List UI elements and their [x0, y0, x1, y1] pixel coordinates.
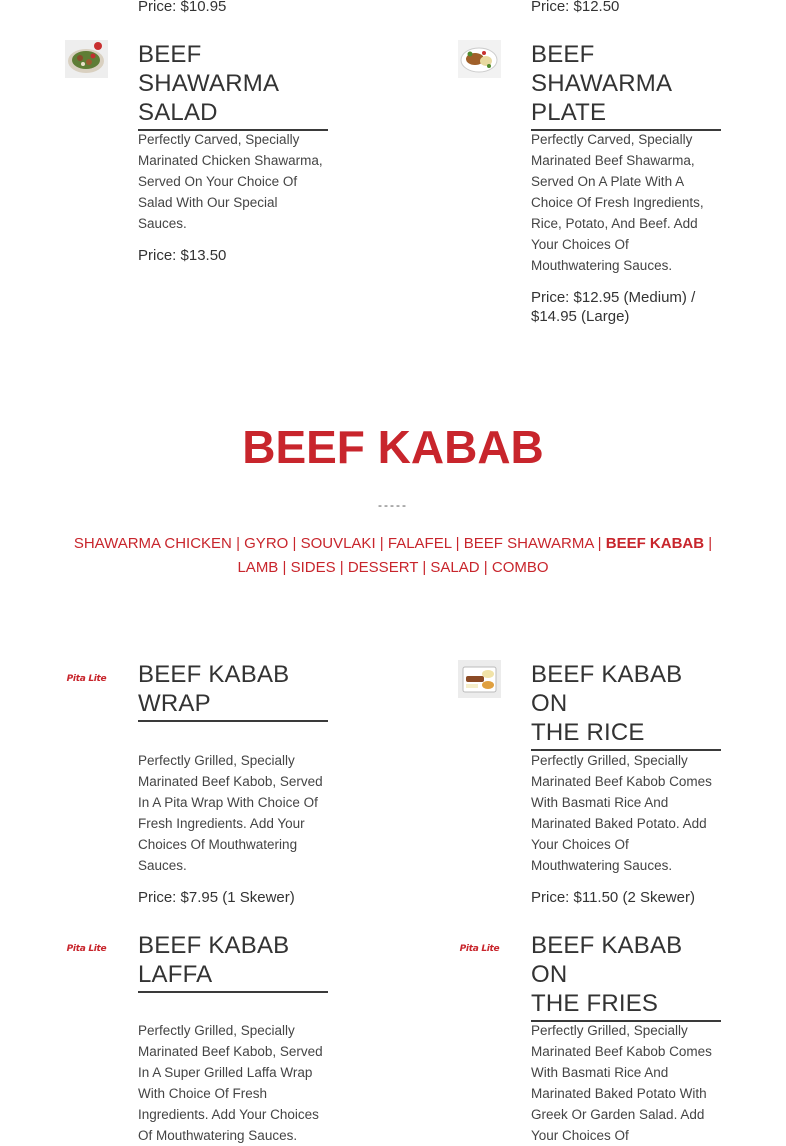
title-line: THE RICE: [531, 719, 645, 746]
plate-photo[interactable]: [458, 40, 501, 78]
nav-dessert[interactable]: DESSERT: [347, 559, 419, 576]
section-divider: -----: [378, 498, 408, 512]
nav-separator: |: [483, 559, 492, 576]
item-title-kabab-fries[interactable]: [531, 931, 721, 1022]
item-description: Perfectly Carved, Specially Marinated Beef Shawarma, Served On A Plate With A Choice Of Fresh Ingredients, Rice, Potato, And Beef. Add Your Choices Of Mouthwatering Sauces.: [531, 132, 704, 273]
rice-photo-icon: [458, 660, 501, 698]
item-description: Perfectly Grilled, Specially Marinated Beef Kabob, Served In A Pita Wrap With Choice Of Fresh Ingredients. Add Your Choices Of Mouthwatering Sauces.: [138, 753, 323, 873]
title-line: BEEF SHAWARMA: [531, 41, 673, 97]
nav-separator: |: [236, 535, 245, 552]
pitalite-logo-text: Pita Lite: [459, 944, 500, 954]
title-line: SALAD: [138, 99, 218, 126]
nav-salad[interactable]: SALAD: [430, 559, 480, 576]
item-title-kabab-laffa[interactable]: [138, 931, 328, 993]
rice-photo[interactable]: [458, 660, 501, 698]
nav-separator: |: [422, 559, 431, 576]
title-line: BEEF KABAB ON: [531, 932, 683, 988]
item-price: Price: $12.95 (Medium) / $14.95 (Large): [531, 289, 696, 325]
nav-beef-kabab[interactable]: BEEF KABAB: [605, 535, 705, 552]
pitalite-logo[interactable]: [65, 930, 108, 968]
title-line: BEEF KABAB: [138, 932, 290, 959]
price-prev-left: Price: $10.95: [138, 0, 227, 15]
item-title-shawarma-plate[interactable]: [531, 40, 721, 131]
item-price: Price: $13.50: [138, 247, 227, 264]
pitalite-logo[interactable]: [458, 930, 501, 968]
nav-separator: |: [708, 535, 713, 552]
pitalite-logo[interactable]: [65, 660, 108, 698]
salad-photo[interactable]: [65, 40, 108, 78]
nav-souvlaki[interactable]: SOUVLAKI: [300, 535, 376, 552]
item-description: Perfectly Grilled, Specially Marinated Beef Kabob, Served In A Super Grilled Laffa Wrap With Choice Of Fresh Ingredients. Add Your Choices Of Mouthwatering Sauces.: [138, 1023, 323, 1143]
plate-photo-icon: [458, 40, 501, 78]
item-price: Price: $7.95 (1 Skewer): [138, 889, 295, 906]
title-line: BEEF KABAB: [138, 661, 290, 688]
item-title-shawarma-salad[interactable]: [138, 40, 328, 131]
title-line: THE FRIES: [531, 990, 659, 1017]
salad-photo-icon: [65, 40, 108, 78]
nav-beef-shawarma[interactable]: BEEF SHAWARMA: [463, 535, 594, 552]
nav-sides[interactable]: SIDES: [290, 559, 336, 576]
item-description: Perfectly Grilled, Specially Marinated Beef Kabob Comes With Basmati Rice And Marinated Baked Potato With Greek Or Garden Salad. Add Your Choices Of: [531, 1023, 712, 1143]
nav-lamb[interactable]: LAMB: [237, 559, 279, 576]
nav-shawarma-chicken[interactable]: SHAWARMA CHICKEN: [73, 535, 232, 552]
item-description: Perfectly Carved, Specially Marinated Chicken Shawarma, Served On Your Choice Of Salad With Our Special Sauces.: [138, 132, 323, 231]
nav-gyro[interactable]: GYRO: [244, 535, 289, 552]
nav-separator: |: [292, 535, 301, 552]
nav-separator: |: [455, 535, 464, 552]
nav-separator: |: [379, 535, 388, 552]
item-title-kabab-wrap[interactable]: [138, 660, 328, 722]
nav-separator: |: [282, 559, 291, 576]
title-line: LAFFA: [138, 961, 213, 988]
nav-separator: |: [597, 535, 606, 552]
nav-combo[interactable]: COMBO: [491, 559, 549, 576]
title-line: BEEF KABAB ON: [531, 661, 683, 717]
item-price: Price: $11.50 (2 Skewer): [531, 889, 695, 906]
title-line: WRAP: [138, 690, 211, 717]
price-prev-right: Price: $12.50: [531, 0, 620, 15]
nav-separator: |: [339, 559, 348, 576]
item-description: Perfectly Grilled, Specially Marinated Beef Kabob Comes With Basmati Rice And Marinated Baked Potato. Add Your Choices Of Mouthwatering Sauces.: [531, 753, 712, 873]
item-title-kabab-rice[interactable]: [531, 660, 721, 751]
title-line: BEEF SHAWARMA: [138, 41, 280, 97]
section-title: BEEF KABAB: [242, 421, 544, 473]
pitalite-logo-text: Pita Lite: [66, 674, 107, 684]
pitalite-logo-text: Pita Lite: [66, 944, 107, 954]
title-line: PLATE: [531, 99, 607, 126]
category-nav: [0, 532, 786, 580]
nav-falafel[interactable]: FALAFEL: [387, 535, 452, 552]
